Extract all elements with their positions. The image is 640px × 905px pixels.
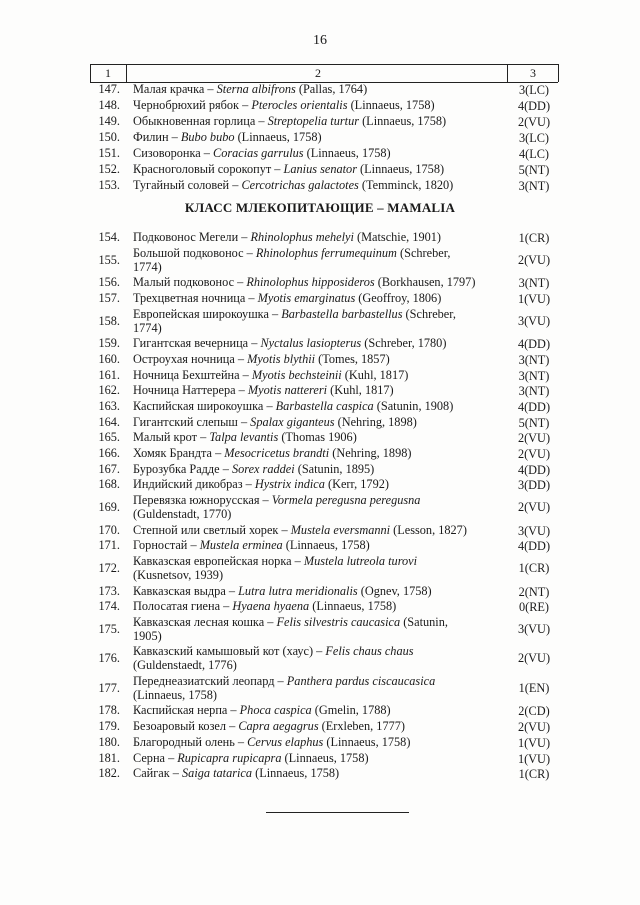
species-name: Трехцветная ночница – Myotis emarginatus (Geoffroy, 1806)	[133, 290, 442, 305]
status-category: 2(VU)	[517, 252, 551, 267]
species-name: Горностай – Mustela erminea (Linnaeus, 1758)	[133, 538, 370, 553]
row-number: 156.	[98, 275, 120, 290]
header-divider-mid2	[507, 64, 508, 82]
header-divider-right	[558, 64, 559, 82]
header-divider-left	[90, 64, 91, 82]
author-citation: (Schreber,	[402, 306, 456, 321]
common-name: Трехцветная ночница	[133, 290, 246, 305]
author-citation: (Linnaeus, 1758)	[234, 130, 322, 144]
status-category: 5(NT)	[518, 415, 550, 430]
author-citation: (Linnaeus, 1758)	[281, 750, 369, 765]
species-name: Малый подковонос – Rhinolophus hipposideros (Borkhausen, 1797)	[133, 275, 476, 290]
species-name: Переднеазиатский леопард – Panthera pardus ciscaucasica (Linnaeus, 1758)	[133, 673, 436, 702]
row-number: 147.	[98, 82, 120, 96]
row-number: 158.	[98, 313, 120, 328]
scientific-name: Panthera pardus ciscaucasica	[286, 673, 436, 688]
scientific-name: Barbastella caspica	[275, 398, 374, 413]
row-number: 150.	[98, 130, 120, 144]
common-name: Кавказский камышовый кот (хаус)	[133, 644, 314, 659]
status-category: 2(VU)	[517, 500, 551, 515]
common-name: Индийский дикобраз	[133, 477, 243, 492]
species-name: Кавказская европейская норка – Mustela lutreola turovi (Kusnetsov, 1939)	[133, 554, 418, 582]
species-name: Красноголовый сорокопут – Lanius senator (Linnaeus, 1758)	[133, 162, 445, 176]
status-category: 3(NT)	[518, 384, 550, 399]
scientific-name: Streptopelia turtur	[267, 114, 360, 128]
status-category: 2(VU)	[517, 651, 551, 666]
scientific-name: Lutra lutra meridionalis	[238, 583, 358, 598]
common-name: Горностай	[133, 538, 188, 553]
status-category: 4(DD)	[517, 99, 551, 113]
scientific-name: Barbastella barbastellus	[281, 306, 403, 321]
common-name: Перевязка южнорусская	[133, 493, 260, 508]
author-citation: (Kuhl, 1817)	[341, 367, 409, 382]
common-name: Хомяк Брандта	[133, 446, 212, 460]
species-name: Степной или светлый хорек – Mustela eversmanni (Lesson, 1827)	[133, 522, 467, 537]
row-number: 166.	[98, 446, 120, 460]
row-number: 167.	[98, 461, 120, 476]
status-category: 4(DD)	[517, 462, 551, 477]
common-name: Чернобрюхий рябок	[133, 98, 240, 112]
status-category: 0(RE)	[518, 600, 550, 615]
status-category: 5(NT)	[518, 163, 550, 177]
status-category: 1(CR)	[518, 767, 550, 782]
scientific-name: Hystrix indica	[254, 477, 325, 492]
common-name: Европейская широкоушка	[133, 306, 269, 321]
row-number: 162.	[98, 383, 120, 398]
row-number: 153.	[98, 178, 120, 192]
common-name: Сизоворонка	[133, 146, 201, 160]
row-number: 149.	[98, 114, 120, 128]
status-category: 3(NT)	[518, 368, 550, 383]
common-name: Гигантская вечерница	[133, 336, 249, 351]
author-citation: (Satunin, 1895)	[294, 461, 375, 476]
species-name: Европейская широкоушка – Barbastella barbastellus (Schreber, 1774)	[133, 306, 456, 335]
author-citation: (Satunin,	[400, 614, 448, 629]
scientific-name: Myotis nattereri	[247, 383, 328, 398]
table-header	[90, 64, 558, 83]
species-name: Тугайный соловей – Cercotrichas galactotes (Temminck, 1820)	[133, 178, 454, 192]
status-category: 2(VU)	[517, 447, 551, 461]
species-name: Остроухая ночница – Myotis blythii (Tomes, 1857)	[133, 351, 390, 366]
status-category: 2(VU)	[517, 115, 551, 129]
species-name: Кавказский камышовый кот (хаус) – Felis chaus chaus (Guldenstaedt, 1776)	[133, 644, 414, 673]
status-category: 3(LC)	[518, 131, 550, 145]
author-citation-cont: (Guldenstadt, 1770)	[133, 507, 232, 522]
author-citation: (Satunin, 1908)	[373, 398, 454, 413]
species-name: Гигантская вечерница – Nyctalus lasiopterus (Schreber, 1780)	[133, 336, 447, 351]
row-number: 174.	[98, 599, 120, 614]
row-number: 173.	[98, 583, 120, 598]
status-category: 2(VU)	[517, 431, 551, 446]
row-number: 148.	[98, 98, 120, 112]
scientific-name: Rhinolophus mehelyi	[250, 230, 354, 244]
author-citation: (Temminck, 1820)	[358, 178, 454, 192]
common-name: Каспийская широкоушка	[133, 398, 264, 413]
scientific-name: Talpa levantis	[209, 430, 279, 445]
common-name: Ночница Наттерера	[133, 383, 236, 398]
species-name: Полосатая гиена – Hyaena hyaena (Linnaeus, 1758)	[133, 599, 397, 614]
scientific-name: Sorex raddei	[231, 461, 295, 476]
scientific-name: Cervus elaphus	[247, 734, 324, 749]
scientific-name: Cercotrichas galactotes	[241, 178, 359, 192]
common-name: Подковонос Мегели	[133, 230, 239, 244]
scientific-name: Mustela erminea	[199, 538, 283, 553]
status-category: 2(CD)	[518, 704, 550, 719]
author-citation-cont: 1774)	[133, 259, 162, 274]
status-category: 3(VU)	[517, 523, 551, 538]
scientific-name: Pterocles orientalis	[251, 98, 348, 112]
scientific-name: Mustela lutreola turovi	[303, 554, 418, 568]
row-number: 169.	[98, 500, 120, 515]
species-name: Перевязка южнорусская – Vormela peregusna peregusna (Guldenstadt, 1770)	[133, 493, 421, 522]
species-name: Малая крачка – Sterna albifrons (Pallas, 1764)	[133, 82, 368, 96]
species-name: Большой подковонос – Rhinolophus ferrumequinum (Schreber, 1774)	[133, 245, 451, 274]
status-category: 1(VU)	[517, 291, 551, 306]
scientific-name: Hyaena hyaena	[232, 599, 310, 614]
header-col-3: 3	[530, 66, 536, 80]
status-category: 3(DD)	[517, 478, 551, 493]
common-name: Серна	[133, 750, 165, 765]
row-number: 165.	[98, 430, 120, 445]
author-citation: (Nehring, 1898)	[334, 414, 417, 429]
row-number: 172.	[98, 561, 120, 575]
scientific-name: Felis chaus chaus	[325, 644, 414, 659]
row-number: 152.	[98, 162, 120, 176]
status-category: 3(NT)	[518, 352, 550, 367]
species-name: Кавказская лесная кошка – Felis silvestris caucasica (Satunin, 1905)	[133, 614, 448, 643]
header-col-2: 2	[315, 66, 321, 80]
row-number: 170.	[98, 522, 120, 537]
status-category: 1(VU)	[517, 735, 551, 750]
status-category: 2(NT)	[518, 584, 550, 599]
scientific-name: Sterna albifrons	[216, 82, 296, 96]
scientific-name: Mesocricetus brandti	[224, 446, 330, 460]
scientific-name: Capra aegagrus	[238, 719, 319, 734]
author-citation: (Linnaeus, 1758)	[359, 114, 447, 128]
species-name: Сизоворонка – Coracias garrulus (Linnaeus, 1758)	[133, 146, 391, 160]
common-name: Безоаровый козел	[133, 719, 227, 734]
author-citation: (Erxleben, 1777)	[318, 719, 405, 734]
scientific-name: Myotis blythii	[247, 351, 316, 366]
scientific-name: Felis silvestris caucasica	[276, 614, 401, 629]
author-citation: (Linnaeus, 1758)	[347, 98, 435, 112]
status-category: 3(NT)	[518, 179, 550, 193]
scientific-name: Saiga tatarica	[182, 766, 253, 781]
common-name: Бурозубка Радде	[133, 461, 220, 476]
row-number: 161.	[98, 367, 120, 382]
author-citation-cont: 1774)	[133, 320, 162, 335]
author-citation: (Matschie, 1901)	[353, 230, 442, 244]
species-name: Каспийская широкоушка – Barbastella caspica (Satunin, 1908)	[133, 398, 454, 413]
row-number: 182.	[98, 766, 120, 781]
common-name: Малый подковонос	[133, 275, 235, 290]
page-number: 16	[313, 33, 327, 48]
common-name: Кавказская европейская норка	[133, 554, 292, 568]
common-name: Филин	[133, 130, 169, 144]
status-category: 4(DD)	[517, 337, 551, 352]
common-name: Красноголовый сорокопут	[133, 162, 272, 176]
common-name: Ночница Бехштейна	[133, 367, 240, 382]
scientific-name: Spalax giganteus	[250, 414, 335, 429]
header-col-1: 1	[105, 66, 111, 80]
species-name: Благородный олень – Cervus elaphus (Linnaeus, 1758)	[133, 734, 411, 749]
status-category: 1(EN)	[518, 680, 550, 695]
row-number: 177.	[98, 680, 120, 695]
species-name: Ночница Наттерера – Myotis nattereri (Kuhl, 1817)	[133, 383, 394, 398]
species-name: Обыкновенная горлица – Streptopelia turtur (Linnaeus, 1758)	[133, 114, 447, 128]
species-name: Индийский дикобраз – Hystrix indica (Kerr, 1792)	[133, 477, 389, 492]
common-name: Полосатая гиена	[133, 599, 221, 614]
common-name: Переднеазиатский леопард	[133, 673, 275, 688]
author-citation: (Kuhl, 1817)	[327, 383, 394, 398]
author-citation-cont: (Linnaeus, 1758)	[133, 687, 218, 702]
footer-divider	[266, 812, 409, 813]
common-name: Степной или светлый хорек	[133, 522, 279, 537]
author-citation: (Linnaeus, 1758)	[252, 766, 340, 781]
row-number: 180.	[98, 734, 120, 749]
status-category: 2(VU)	[517, 720, 551, 735]
common-name: Сайгак	[133, 766, 170, 781]
status-category: 3(LC)	[518, 83, 550, 97]
row-number: 171.	[98, 538, 120, 553]
author-citation: (Schreber,	[396, 245, 451, 260]
author-citation: (Linnaeus, 1758)	[323, 734, 411, 749]
scientific-name: Coracias garrulus	[213, 146, 304, 160]
common-name: Тугайный соловей	[133, 178, 230, 192]
row-number: 160.	[98, 351, 120, 366]
row-number: 157.	[98, 290, 120, 305]
scientific-name: Bubo bubo	[180, 130, 235, 144]
scientific-name: Phoca caspica	[239, 703, 312, 718]
species-name: Бурозубка Радде – Sorex raddei (Satunin, 1895)	[133, 461, 375, 476]
author-citation: (Tomes, 1857)	[315, 351, 390, 366]
status-category: 4(LC)	[518, 147, 550, 161]
common-name: Большой подковонос	[133, 245, 244, 260]
author-citation: (Borkhausen, 1797)	[374, 275, 476, 290]
status-category: 4(DD)	[517, 399, 551, 414]
row-number: 151.	[98, 146, 120, 160]
author-citation: (Schreber, 1780)	[361, 336, 447, 351]
row-number: 159.	[98, 336, 120, 351]
author-citation-cont: (Guldenstaedt, 1776)	[133, 658, 237, 673]
common-name: Кавказская выдра	[133, 583, 226, 598]
row-number: 181.	[98, 750, 120, 765]
common-name: Кавказская лесная кошка	[133, 614, 265, 629]
author-citation: (Pallas, 1764)	[295, 82, 368, 96]
author-citation: (Nehring, 1898)	[329, 446, 412, 460]
common-name: Каспийская нерпа	[133, 703, 228, 718]
common-name: Остроухая ночница	[133, 351, 235, 366]
scientific-name: Nyctalus lasiopterus	[260, 336, 362, 351]
species-name: Каспийская нерпа – Phoca caspica (Gmelin, 1788)	[133, 703, 391, 718]
species-name: Кавказская выдра – Lutra lutra meridionalis (Ognev, 1758)	[133, 583, 432, 598]
common-name: Благородный олень	[133, 734, 235, 749]
species-name: Подковонос Мегели – Rhinolophus mehelyi (Matschie, 1901)	[133, 230, 442, 244]
species-name: Гигантский слепыш – Spalax giganteus (Nehring, 1898)	[133, 414, 417, 429]
author-citation: (Gmelin, 1788)	[311, 703, 391, 718]
species-name: Малый крот – Talpa levantis (Thomas 1906)	[133, 430, 357, 445]
species-name: Сайгак – Saiga tatarica (Linnaeus, 1758)	[133, 766, 340, 781]
row-number: 155.	[98, 252, 120, 267]
row-number: 176.	[98, 651, 120, 666]
row-number: 164.	[98, 414, 120, 429]
author-citation: (Linnaeus, 1758)	[282, 538, 370, 553]
status-category: 4(DD)	[517, 539, 551, 554]
row-number: 168.	[98, 477, 120, 492]
author-citation: (Kerr, 1792)	[324, 477, 389, 492]
common-name: Малая крачка	[133, 82, 205, 96]
scientific-name: Rupicapra rupicapra	[177, 750, 282, 765]
row-number: 178.	[98, 703, 120, 718]
scientific-name: Rhinolophus hipposideros	[246, 275, 375, 290]
common-name: Малый крот	[133, 430, 198, 445]
scientific-name: Lanius senator	[283, 162, 357, 176]
species-name: Ночница Бехштейна – Myotis bechsteinii (Kuhl, 1817)	[133, 367, 409, 382]
author-citation: (Linnaeus, 1758)	[309, 599, 397, 614]
row-number: 163.	[98, 398, 120, 413]
row-number: 179.	[98, 719, 120, 734]
species-name: Хомяк Брандта – Mesocricetus brandti (Nehring, 1898)	[133, 446, 412, 460]
author-citation: (Linnaeus, 1758)	[303, 146, 391, 160]
common-name: Обыкновенная горлица	[133, 114, 256, 128]
species-name: Безоаровый козел – Capra aegagrus (Erxleben, 1777)	[133, 719, 405, 734]
common-name: Гигантский слепыш	[133, 414, 238, 429]
status-category: 3(VU)	[517, 621, 551, 636]
scientific-name: Vormela peregusna peregusna	[271, 493, 421, 508]
status-category: 3(VU)	[517, 313, 551, 328]
status-category: 1(VU)	[517, 751, 551, 766]
author-citation: (Linnaeus, 1758)	[356, 162, 445, 176]
status-category: 3(NT)	[518, 276, 550, 291]
row-number: 175.	[98, 621, 120, 636]
status-category: 1(CR)	[518, 561, 550, 575]
scientific-name: Mustela eversmanni	[290, 522, 391, 537]
author-citation: (Ognev, 1758)	[357, 583, 432, 598]
author-citation: (Lesson, 1827)	[390, 522, 467, 537]
author-citation-cont: 1905)	[133, 628, 162, 643]
scientific-name: Rhinolophus ferrumequinum	[255, 245, 397, 260]
class-title: КЛАСС МЛЕКОПИТАЮЩИЕ – MAMALIA	[184, 200, 456, 215]
header-divider-mid1	[126, 64, 127, 82]
author-citation-cont: (Kusnetsov, 1939)	[133, 568, 224, 582]
scientific-name: Myotis emarginatus	[257, 290, 356, 305]
species-name: Филин – Bubo bubo (Linnaeus, 1758)	[133, 130, 322, 144]
species-name: Чернобрюхий рябок – Pterocles orientalis (Linnaeus, 1758)	[133, 98, 435, 112]
species-name: Серна – Rupicapra rupicapra (Linnaeus, 1758)	[133, 750, 369, 765]
scientific-name: Myotis bechsteinii	[251, 367, 342, 382]
row-number: 154.	[98, 230, 120, 244]
status-category: 1(CR)	[518, 231, 550, 245]
author-citation: (Thomas 1906)	[278, 430, 357, 445]
author-citation: (Geoffroy, 1806)	[355, 290, 442, 305]
